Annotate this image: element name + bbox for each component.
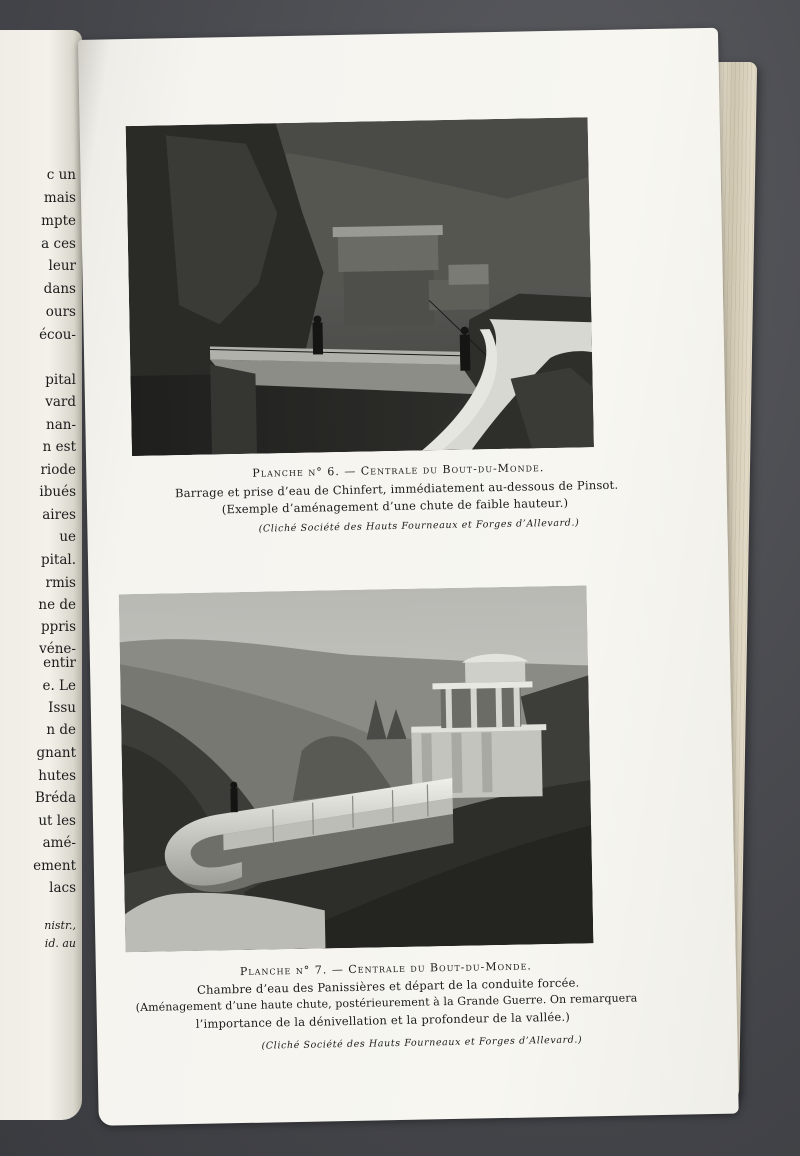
left-line: ppris [41, 619, 76, 635]
left-line: entir [43, 655, 76, 671]
left-line: Issu [48, 700, 76, 716]
caption-plate-7-line3: (Aménagement d’une haute chute, postérieurement à la Grande Guerre. On remarquera [135, 991, 638, 1015]
left-line: écou- [39, 327, 76, 343]
left-line: ement [33, 858, 76, 874]
left-line: n de [46, 722, 76, 738]
caption-plate-6 [86, 458, 726, 535]
left-line: nistr., [44, 919, 76, 932]
left-line: leur [48, 258, 76, 274]
left-line: lacs [49, 880, 76, 896]
left-line: mais [43, 190, 76, 206]
left-line: nan- [46, 417, 76, 433]
left-line: n est [42, 439, 76, 455]
left-line: mpte [41, 213, 76, 229]
left-line: ut les [38, 813, 76, 829]
left-page [0, 30, 82, 1120]
left-line: hutes [38, 768, 76, 784]
plate-7-number: Planche n° 7. — [239, 962, 349, 979]
plate-6-name: Centrale du Bout-du-Monde. [360, 461, 545, 478]
credit-plate-6: (Cliché Société des Hauts Fourneaux et Forges d’Allevard.) [258, 517, 580, 535]
left-line: ours [45, 304, 76, 320]
left-line: a ces [41, 236, 76, 252]
plate-7-name: Centrale du Bout-du-Monde. [348, 959, 532, 976]
left-line: ne de [38, 597, 76, 613]
left-line: riode [40, 462, 76, 478]
caption-plate-7 [96, 956, 736, 1052]
left-line: amé- [42, 835, 76, 851]
caption-plate-7-line4: l’importance de la dénivellation et la profondeur de la vallée.) [195, 1009, 571, 1031]
left-line: gnant [36, 745, 76, 761]
left-line: ibués [39, 484, 76, 500]
caption-plate-6-line3: (Exemple d’aménagement d’une chute de faible hauteur.) [221, 495, 569, 517]
left-line: pital [45, 372, 76, 388]
left-line: dans [43, 281, 76, 297]
right-page [78, 28, 739, 1126]
left-line: id. au [44, 937, 76, 950]
caption-plate-6-line2: Barrage et prise d’eau de Chinfert, immédiatement au-dessous de Pinsot. [174, 477, 619, 501]
plate-6-number: Planche n° 6. — [252, 464, 361, 480]
left-line: ue [59, 529, 76, 545]
left-line: c un [46, 167, 76, 183]
left-line: vard [45, 394, 76, 410]
left-line: véne- [39, 641, 76, 657]
left-line: aires [42, 507, 76, 523]
photo-plate-7 [119, 585, 594, 952]
credit-plate-7: (Cliché Société des Hauts Fourneaux et Forges d’Allevard.) [261, 1034, 583, 1052]
caption-plate-7-line2: Chambre d’eau des Panissières et départ de la conduite forcée. [196, 975, 580, 997]
left-line: Bréda [34, 790, 76, 806]
left-line: e. Le [42, 678, 76, 694]
left-line: rmis [45, 575, 76, 591]
left-line: pital. [40, 552, 76, 568]
photo-plate-6 [126, 117, 594, 456]
